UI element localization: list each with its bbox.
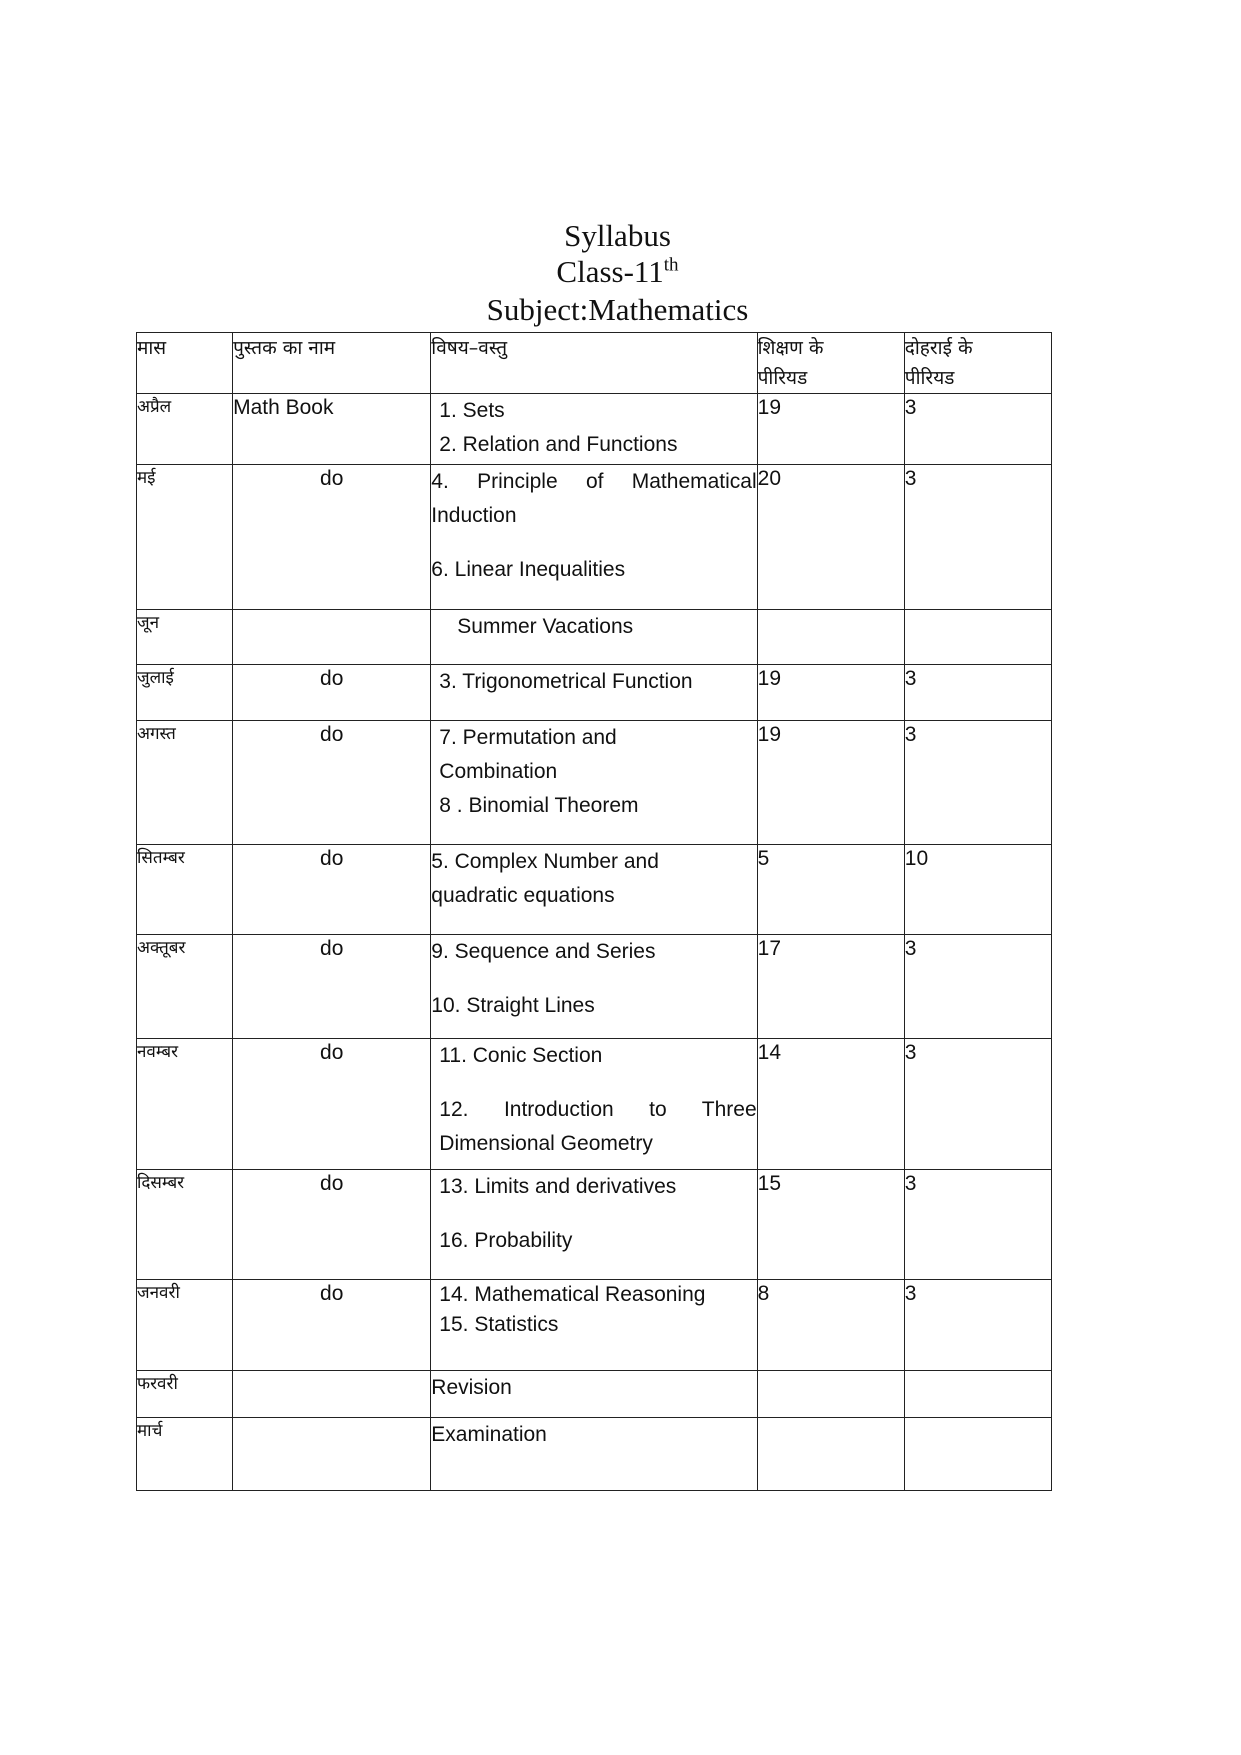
class-label: Class-11 (556, 254, 664, 289)
teaching-periods-cell (757, 1418, 904, 1491)
table-row (137, 394, 1052, 465)
book-cell: do (233, 1170, 431, 1280)
topic-line: 14. Mathematical Reasoning (439, 1283, 706, 1306)
topic-line: quadratic equations (431, 884, 615, 907)
book-cell: Math Book (233, 394, 431, 465)
table-row (137, 1418, 1052, 1491)
topic-line: 6. Linear Inequalities (431, 558, 626, 581)
header-revision-line2: पीरियड (904, 367, 955, 389)
header-topic: विषय–वस्तु (431, 333, 757, 394)
revision-periods-cell: 3 (904, 394, 1051, 465)
header-revision-periods (904, 333, 1051, 394)
book-cell: do (233, 935, 431, 1039)
topic-line: 10. Straight Lines (431, 994, 595, 1017)
topic-cell (431, 665, 757, 721)
month-cell: मई (137, 465, 233, 610)
revision-periods-cell: 10 (904, 845, 1051, 935)
header-teaching-line2: पीरियड (757, 367, 808, 389)
topic-cell (431, 394, 757, 465)
table-row (137, 465, 1052, 610)
book-cell: do (233, 465, 431, 610)
topic-line: 8 . Binomial Theorem (439, 794, 639, 817)
topic-line: 12. Introduction to Three (439, 1098, 757, 1121)
month-cell: फरवरी (137, 1371, 233, 1418)
book-cell: do (233, 665, 431, 721)
revision-periods-cell (904, 610, 1051, 665)
month-cell: जुलाई (137, 665, 233, 721)
topic-line: 2. Relation and Functions (439, 433, 678, 456)
revision-periods-cell: 3 (904, 665, 1051, 721)
topic-line: Examination (431, 1423, 547, 1446)
topic-cell (431, 1170, 757, 1280)
book-cell: do (233, 845, 431, 935)
teaching-periods-cell: 15 (757, 1170, 904, 1280)
topic-line: 5. Complex Number and (431, 850, 659, 873)
month-cell: जून (137, 610, 233, 665)
table-header-row (137, 333, 1052, 394)
revision-periods-cell: 3 (904, 721, 1051, 845)
topic-cell (431, 1418, 757, 1491)
table-row (137, 1280, 1052, 1371)
teaching-periods-cell (757, 610, 904, 665)
book-cell: do (233, 721, 431, 845)
topic-line: Summer Vacations (457, 615, 634, 638)
header-teaching-line1: शिक्षण के (757, 337, 824, 359)
month-cell: जनवरी (137, 1280, 233, 1371)
topic-cell (431, 465, 757, 610)
month-cell: अगस्त (137, 721, 233, 845)
topic-line: 16. Probability (439, 1229, 573, 1252)
teaching-periods-cell: 5 (757, 845, 904, 935)
topic-line: Revision (431, 1376, 512, 1399)
table-row (137, 665, 1052, 721)
teaching-periods-cell: 19 (757, 394, 904, 465)
month-cell: मार्च (137, 1418, 233, 1491)
topic-line: 15. Statistics (439, 1313, 559, 1336)
teaching-periods-cell: 19 (757, 665, 904, 721)
book-cell: do (233, 1039, 431, 1170)
topic-line: 13. Limits and derivatives (439, 1175, 677, 1198)
month-cell: नवम्बर (137, 1039, 233, 1170)
revision-periods-cell: 3 (904, 1170, 1051, 1280)
table-row (137, 1039, 1052, 1170)
table-row (137, 1371, 1052, 1418)
month-cell: दिसम्बर (137, 1170, 233, 1280)
month-cell: अक्तूबर (137, 935, 233, 1039)
month-cell: अप्रैल (137, 394, 233, 465)
topic-line: 1. Sets (439, 399, 505, 422)
class-superscript: th (663, 254, 679, 276)
revision-periods-cell (904, 1418, 1051, 1491)
table-row (137, 610, 1052, 665)
revision-periods-cell: 3 (904, 1039, 1051, 1170)
teaching-periods-cell: 17 (757, 935, 904, 1039)
class-heading (0, 254, 1238, 290)
table-row (137, 1170, 1052, 1280)
revision-periods-cell: 3 (904, 465, 1051, 610)
topic-line: 7. Permutation and (439, 726, 617, 749)
topic-line: Dimensional Geometry (439, 1132, 653, 1155)
header-teaching-periods (757, 333, 904, 394)
revision-periods-cell (904, 1371, 1051, 1418)
teaching-periods-cell: 14 (757, 1039, 904, 1170)
topic-line: Combination (439, 760, 558, 783)
topic-line: 3. Trigonometrical Function (439, 670, 693, 693)
revision-periods-cell: 3 (904, 935, 1051, 1039)
topic-line: 4. Principle of Mathematical (431, 470, 757, 493)
header-revision-line1: दोहराई के (904, 337, 973, 359)
book-cell: do (233, 1280, 431, 1371)
topic-line: 9. Sequence and Series (431, 940, 656, 963)
header-book: पुस्तक का नाम (233, 333, 431, 394)
table-row (137, 935, 1052, 1039)
book-cell (233, 610, 431, 665)
topic-cell (431, 935, 757, 1039)
topic-line: Induction (431, 504, 517, 527)
book-cell (233, 1371, 431, 1418)
teaching-periods-cell: 20 (757, 465, 904, 610)
syllabus-table (136, 332, 1052, 1491)
teaching-periods-cell (757, 1371, 904, 1418)
revision-periods-cell: 3 (904, 1280, 1051, 1371)
book-cell (233, 1418, 431, 1491)
table-row (137, 845, 1052, 935)
topic-cell (431, 845, 757, 935)
topic-cell (431, 1280, 757, 1371)
teaching-periods-cell: 19 (757, 721, 904, 845)
header-month: मास (137, 333, 233, 394)
document-title: Syllabus (564, 218, 671, 253)
table-row (137, 721, 1052, 845)
month-cell: सितम्बर (137, 845, 233, 935)
topic-cell (431, 610, 757, 665)
topic-cell (431, 721, 757, 845)
topic-cell (431, 1371, 757, 1418)
topic-line: 11. Conic Section (439, 1044, 603, 1067)
subject-heading: Subject:Mathematics (486, 292, 749, 327)
topic-cell (431, 1039, 757, 1170)
teaching-periods-cell: 8 (757, 1280, 904, 1371)
